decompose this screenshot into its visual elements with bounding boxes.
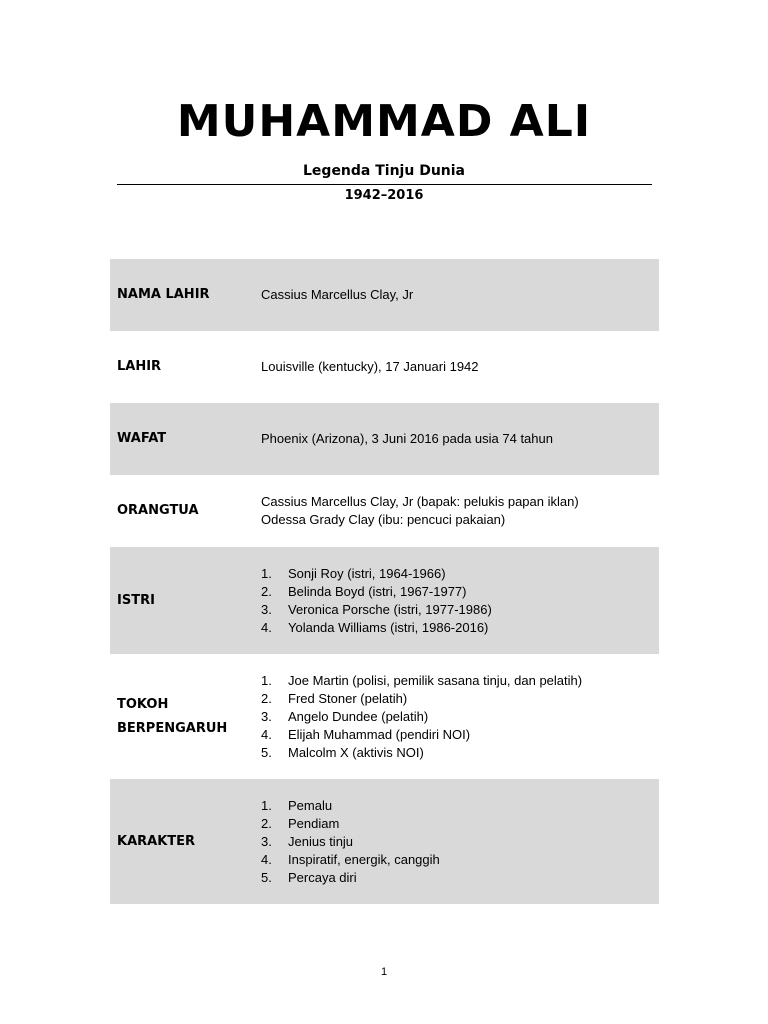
title-divider [117, 184, 652, 185]
list-item [261, 690, 659, 708]
numbered-list [256, 797, 659, 887]
list-item [261, 851, 659, 869]
list-item [261, 601, 659, 619]
list-item-text: Jenius tinju [288, 833, 354, 849]
list-item [261, 565, 659, 583]
list-item-text: Yolanda Williams (istri, 1986-2016) [288, 619, 489, 635]
list-number: 5. [261, 744, 272, 760]
biography-table [110, 259, 659, 904]
table-row [110, 403, 659, 475]
numbered-list [256, 672, 659, 762]
table-row [110, 547, 659, 654]
list-item [261, 797, 659, 815]
value-line: Odessa Grady Clay (ibu: pencuci pakaian) [261, 512, 506, 527]
list-item [261, 815, 659, 833]
value-line: Louisville (kentucky), 17 Januari 1942 [261, 359, 479, 374]
list-item [261, 869, 659, 887]
numbered-list [256, 565, 659, 637]
list-item-text: Inspiratif, energik, canggih [288, 851, 440, 867]
list-item-text: Malcolm X (aktivis NOI) [288, 744, 424, 760]
list-number: 4. [261, 851, 272, 867]
row-label: ORANGTUA [117, 503, 199, 518]
value-line: Cassius Marcellus Clay, Jr [261, 287, 414, 302]
row-value [256, 286, 659, 304]
list-number: 4. [261, 619, 272, 635]
page-number: 1 [380, 966, 388, 978]
list-item-text: Elijah Muhammad (pendiri NOI) [288, 726, 471, 742]
list-item-text: Belinda Boyd (istri, 1967-1977) [288, 583, 467, 599]
list-number: 4. [261, 726, 272, 742]
list-item [261, 619, 659, 637]
row-label [110, 693, 256, 741]
row-value [256, 430, 659, 448]
list-item [261, 726, 659, 744]
list-number: 1. [261, 672, 272, 688]
row-label: WAFAT [117, 431, 167, 446]
list-item [261, 583, 659, 601]
table-row [110, 654, 659, 779]
list-number: 1. [261, 565, 272, 581]
list-number: 5. [261, 869, 272, 885]
list-item-text: Percaya diri [288, 869, 357, 885]
table-row [110, 779, 659, 904]
row-value [256, 358, 659, 376]
list-item-text: Pemalu [288, 797, 333, 813]
list-item [261, 833, 659, 851]
list-item-text: Fred Stoner (pelatih) [288, 690, 408, 706]
list-item-text: Angelo Dundee (pelatih) [288, 708, 429, 724]
row-label-line: BERPENGARUH [117, 720, 228, 736]
document-title: MUHAMMAD ALI [176, 96, 592, 147]
document-subtitle: Legenda Tinju Dunia [303, 163, 465, 179]
value-line: Cassius Marcellus Clay, Jr (bapak: pelukis papan iklan) [261, 494, 579, 509]
list-item [261, 672, 659, 690]
list-item [261, 708, 659, 726]
list-number: 2. [261, 690, 272, 706]
table-row [110, 259, 659, 331]
list-number: 3. [261, 833, 272, 849]
list-number: 3. [261, 708, 272, 724]
list-number: 2. [261, 815, 272, 831]
list-item-text: Pendiam [288, 815, 340, 831]
list-item [261, 744, 659, 762]
row-label: KARAKTER [117, 833, 196, 849]
row-value [256, 493, 659, 529]
table-row [110, 475, 659, 547]
value-line: Phoenix (Arizona), 3 Juni 2016 pada usia 74 tahun [261, 431, 553, 446]
list-number: 3. [261, 601, 272, 617]
row-label: LAHIR [117, 359, 162, 374]
list-item-text: Veronica Porsche (istri, 1977-1986) [288, 601, 492, 617]
row-label: ISTRI [117, 592, 155, 608]
list-item-text: Joe Martin (polisi, pemilik sasana tinju, dan pelatih) [288, 672, 583, 688]
life-years: 1942–2016 [344, 188, 424, 203]
list-number: 1. [261, 797, 272, 813]
row-label: NAMA LAHIR [117, 287, 210, 302]
list-number: 2. [261, 583, 272, 599]
table-row [110, 331, 659, 403]
row-label-line: TOKOH [117, 696, 169, 712]
list-item-text: Sonji Roy (istri, 1964-1966) [288, 565, 446, 581]
